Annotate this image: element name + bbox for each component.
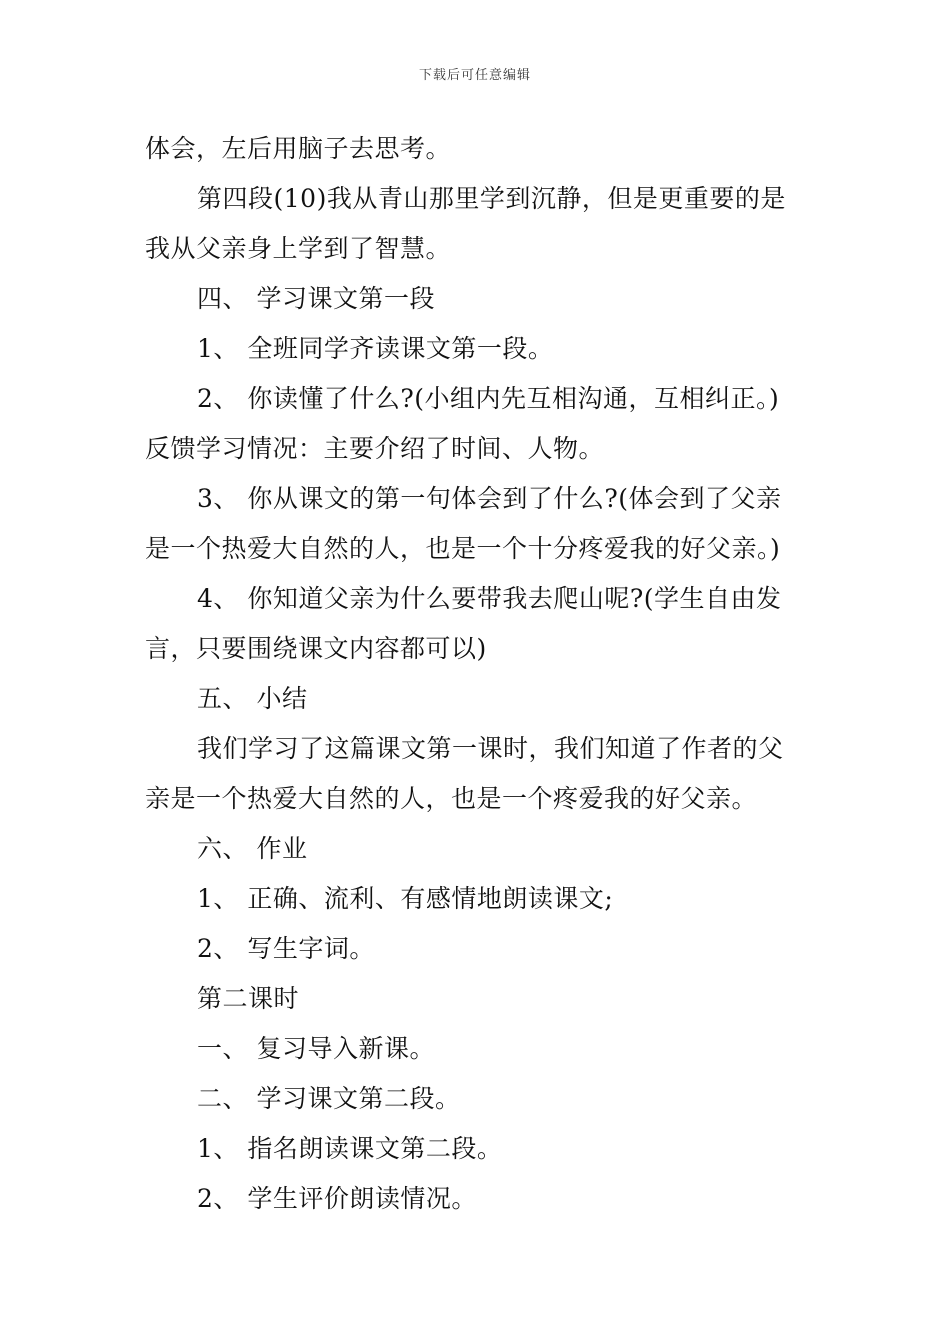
text-line: 3、 你从课文的第一句体会到了什么?(体会到了父亲 bbox=[197, 484, 782, 513]
text-line: 2、 你读懂了什么?(小组内先互相沟通，互相纠正。) bbox=[197, 384, 780, 413]
document-body bbox=[145, 124, 810, 1224]
text-line: 体会，左后用脑子去思考。 bbox=[145, 134, 452, 163]
text-line: 我从父亲身上学到了智慧。 bbox=[145, 234, 452, 263]
text-line: 言，只要围绕课文内容都可以) bbox=[145, 634, 487, 663]
page-header: 下载后可任意编辑 bbox=[418, 68, 531, 83]
text-line: 我们学习了这篇课文第一课时，我们知道了作者的父 bbox=[197, 734, 784, 763]
text-line: 1、 正确、流利、有感情地朗读课文; bbox=[197, 884, 614, 913]
text-line: 第二课时 bbox=[197, 984, 300, 1013]
text-line: 亲是一个热爱大自然的人，也是一个疼爱我的好父亲。 bbox=[145, 784, 758, 813]
text-line: 第四段(10)我从青山那里学到沉静，但是更重要的是 bbox=[197, 184, 786, 213]
text-line: 是一个热爱大自然的人，也是一个十分疼爱我的好父亲。) bbox=[145, 534, 781, 563]
text-line: 2、 写生字词。 bbox=[197, 934, 375, 963]
text-line: 4、 你知道父亲为什么要带我去爬山呢?(学生自由发 bbox=[197, 584, 782, 613]
text-line: 反馈学习情况：主要介绍了时间、人物。 bbox=[145, 434, 605, 463]
text-line: 2、 学生评价朗读情况。 bbox=[197, 1184, 477, 1213]
text-line: 一、 复习导入新课。 bbox=[197, 1034, 435, 1063]
text-line: 1、 全班同学齐读课文第一段。 bbox=[197, 334, 554, 363]
text-line: 六、 作业 bbox=[197, 834, 308, 863]
text-line: 四、 学习课文第一段 bbox=[197, 284, 435, 313]
text-line: 二、 学习课文第二段。 bbox=[197, 1084, 461, 1113]
text-line: 1、 指名朗读课文第二段。 bbox=[197, 1134, 503, 1163]
text-line: 五、 小结 bbox=[197, 684, 308, 713]
